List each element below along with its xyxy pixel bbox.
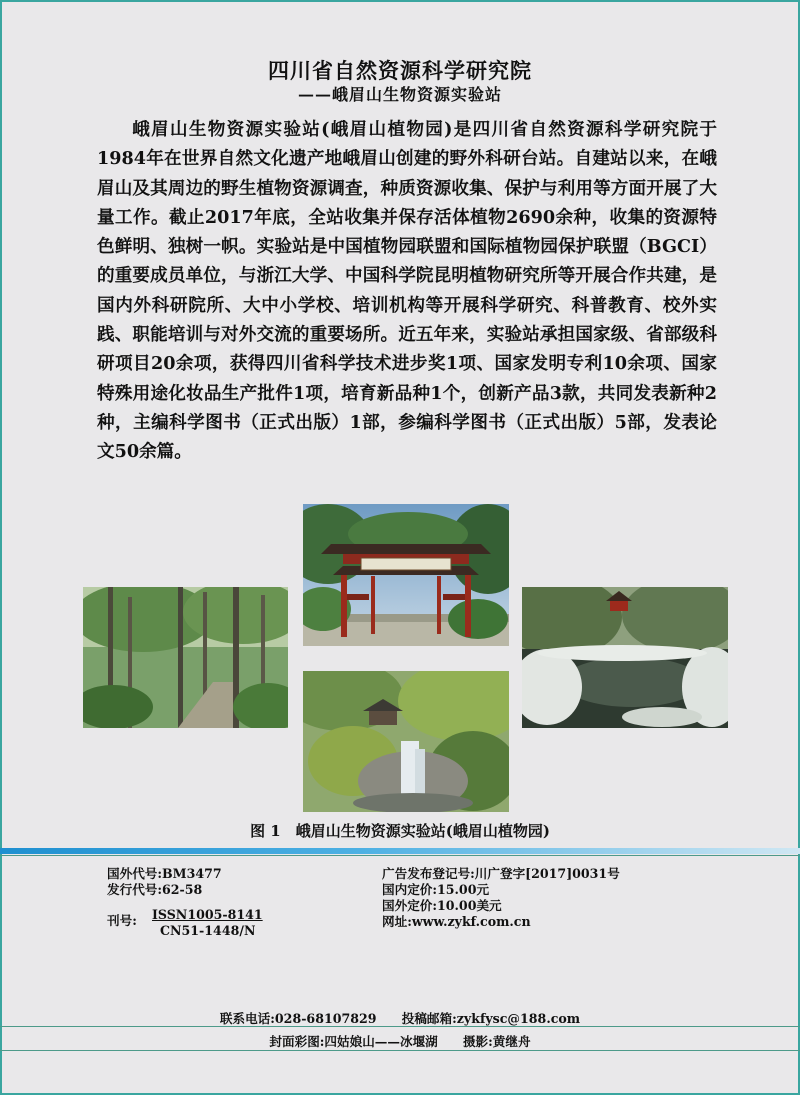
intro-text-block [97, 115, 717, 467]
journal-number-label: 刊号: [107, 913, 137, 928]
page-title: 四川省自然资源科学研究院 [268, 58, 532, 83]
domestic-price: 国内定价:15.00元 [382, 882, 490, 897]
photo-forest-path [83, 587, 288, 728]
page-subtitle: ——峨眉山生物资源实验站 [297, 85, 502, 104]
photo-garden-gate [303, 504, 509, 646]
photo-waterfall [303, 671, 509, 812]
publication-codes-left [107, 866, 222, 898]
issn-number: ISSN1005-8141 [152, 907, 263, 922]
foreign-price: 国外定价:10.00美元 [382, 898, 502, 913]
journal-numbers [152, 907, 263, 939]
foreign-code: 国外代号:BM3477 [107, 866, 222, 881]
section-divider-thin [0, 855, 800, 856]
cn-number: CN51-1448/N [160, 923, 256, 938]
section-divider-blue [0, 848, 800, 854]
cover-credit-line: 封面彩图:四姑娘山——冰堰湖 摄影:黄继舟 [269, 1034, 531, 1049]
footer-divider-bottom [0, 1050, 800, 1051]
photo-snowy-pond [522, 587, 728, 728]
contact-line: 联系电话:028-68107829 投稿邮箱:zykfysc@188.com [219, 1011, 581, 1026]
intro-paragraph: 峨眉山生物资源实验站(峨眉山植物园)是四川省自然资源科学研究院于1984年在世界自然文化遗产地峨眉山创建的野外科研台站。自建站以来，在峨眉山及其周边的野生植物资源调查，种质资源收集、保护与利用等方面开展了大量工作。截止2017年底，全站收集并保存活体植物2690余种，收集的资源特色鲜明、独树一帜。实验站是中国植物园联盟和国际植物园保护联盟（BGCI）的重要成员单位，与浙江大学、中国科学院昆明植物研究所等开展合作共建，是国内外科研院所、大中小学校、培训机构等开展科学研究、科普教育、校外实践、职能培训与对外交流的重要场所。近五年来，实验站承担国家级、省部级科研项目20余项，获得四川省科学技术进步奖1项、国家发明专利10余项、国家特殊用途化妆品生产批件1项，培育新品种1个，创新产品3款，共同发表新种2种，主编科学图书（正式出版）1部，参编科学图书（正式出版）5部，发表论文50余篇。 [97, 119, 717, 463]
figure-caption: 图 1 峨眉山生物资源实验站(峨眉山植物园) [250, 822, 550, 840]
website-link[interactable]: 网址:www.zykf.com.cn [382, 914, 531, 929]
publication-info-right [382, 866, 620, 930]
ad-license: 广告发布登记号:川广登字[2017]0031号 [382, 866, 620, 881]
issue-code: 发行代号:62-58 [107, 882, 203, 897]
footer-divider-top [0, 1026, 800, 1027]
